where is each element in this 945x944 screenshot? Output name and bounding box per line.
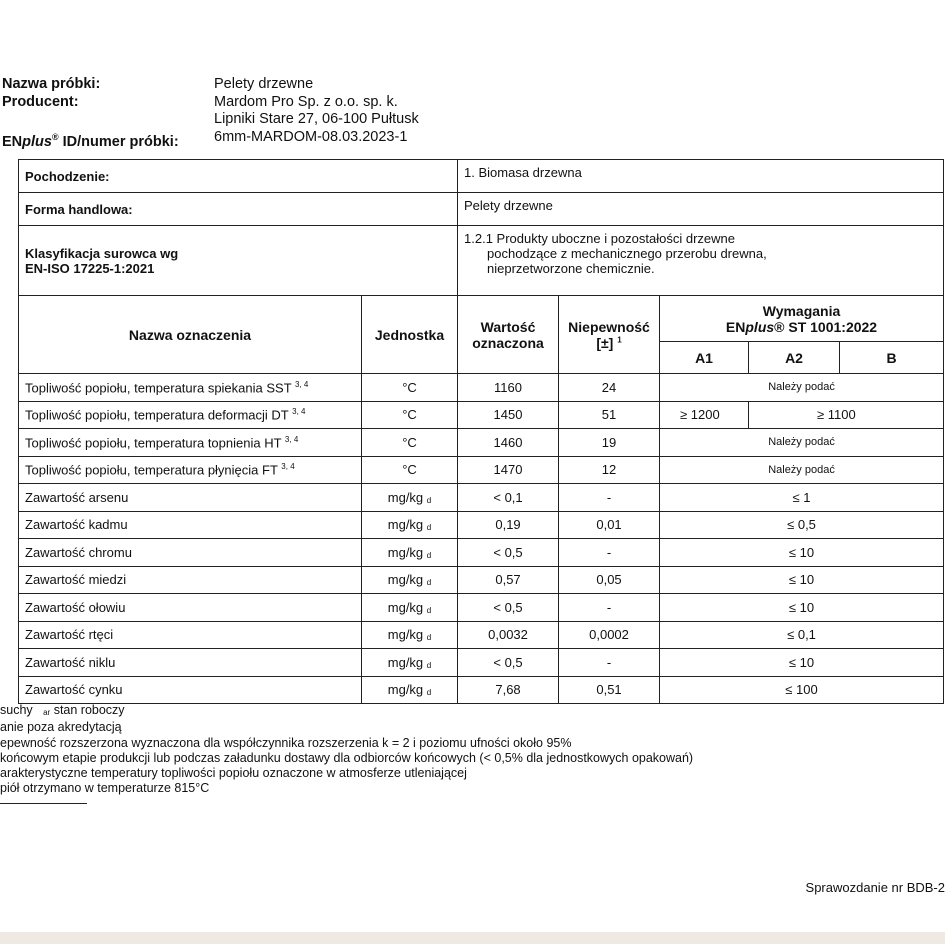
form-row — [19, 193, 944, 226]
producer-row — [2, 94, 419, 112]
footnote-6: piół otrzymano w temperaturze 815°C — [0, 781, 210, 796]
row-name: Zawartość chromu — [19, 539, 362, 567]
row-requirement-a1: ≥ 1200 — [660, 401, 749, 429]
row-value: 1160 — [458, 374, 559, 402]
sample-id-row — [2, 129, 419, 151]
row-uncertainty: 0,05 — [559, 566, 660, 594]
table-row — [19, 429, 944, 457]
row-uncertainty: - — [559, 484, 660, 512]
table-row — [19, 456, 944, 484]
header-b: B — [840, 342, 944, 374]
row-unit: mg/kg d — [362, 566, 458, 594]
header-name: Nazwa oznaczenia — [19, 296, 362, 374]
row-unit: °C — [362, 456, 458, 484]
row-name: Zawartość miedzi — [19, 566, 362, 594]
row-unit: °C — [362, 374, 458, 402]
row-name: Zawartość kadmu — [19, 511, 362, 539]
classification-value: 1.2.1 Produkty uboczne i pozostałości drzewne pochodzące z mechanicznego przerobu drewna, nieprzetworzone chemicznie. — [458, 226, 944, 296]
origin-value: 1. Biomasa drzewna — [458, 160, 944, 193]
row-value: < 0,5 — [458, 539, 559, 567]
table-row — [19, 484, 944, 512]
row-value: < 0,5 — [458, 594, 559, 622]
footnote-4: końcowym etapie produkcji lub podczas załadunku dostawy dla odbiorców końcowych (< 0,5% dla jednostkowych opakowań) — [0, 750, 694, 765]
table-row — [19, 511, 944, 539]
row-unit: mg/kg d — [362, 539, 458, 567]
row-uncertainty: 0,01 — [559, 511, 660, 539]
header-uncertainty: Niepewność [±] $^1$ — [559, 296, 660, 374]
row-uncertainty: - — [559, 649, 660, 677]
row-requirement: ≤ 0,1 — [660, 621, 944, 649]
row-uncertainty: - — [559, 539, 660, 567]
row-value: 1470 — [458, 456, 559, 484]
row-requirement: ≤ 10 — [660, 539, 944, 567]
row-value: 0,19 — [458, 511, 559, 539]
form-value: Pelety drzewne — [458, 193, 944, 226]
sample-name-row — [2, 76, 419, 94]
row-uncertainty: 0,0002 — [559, 621, 660, 649]
row-name: Zawartość ołowiu — [19, 594, 362, 622]
classification-label: Klasyfikacja surowca wg EN-ISO 17225-1:2021 — [19, 226, 458, 296]
header-requirements: Wymagania ENplus® ST 1001:2022 — [660, 296, 944, 342]
row-name: Topliwość popiołu, temperatura spiekania SST $^{3, 4}$ — [19, 374, 362, 402]
producer-value-1: Mardom Pro Sp. z o.o. sp. k. — [214, 93, 398, 110]
row-requirement: ≤ 100 — [660, 676, 944, 704]
row-requirement: ≤ 10 — [660, 566, 944, 594]
table-row — [19, 374, 944, 402]
footnote-divider — [0, 803, 87, 804]
row-requirement: ≤ 10 — [660, 594, 944, 622]
row-name: Zawartość arsenu — [19, 484, 362, 512]
row-uncertainty: 0,51 — [559, 676, 660, 704]
row-name: Topliwość popiołu, temperatura topnienia HT $^{3, 4}$ — [19, 429, 362, 457]
row-requirement: ≤ 0,5 — [660, 511, 944, 539]
row-requirement: ≤ 10 — [660, 649, 944, 677]
row-uncertainty: 19 — [559, 429, 660, 457]
row-uncertainty: 51 — [559, 401, 660, 429]
row-unit: mg/kg d — [362, 649, 458, 677]
origin-row — [19, 160, 944, 193]
row-value: 0,57 — [458, 566, 559, 594]
row-value: < 0,1 — [458, 484, 559, 512]
row-value: 7,68 — [458, 676, 559, 704]
sample-name-value: Pelety drzewne — [214, 76, 314, 92]
row-value: 0,0032 — [458, 621, 559, 649]
header-a1: A1 — [660, 342, 749, 374]
row-name: Zawartość niklu — [19, 649, 362, 677]
page-edge — [0, 932, 945, 944]
row-uncertainty: 12 — [559, 456, 660, 484]
sample-name-label: Nazwa próbki: — [2, 76, 101, 92]
row-unit: mg/kg d — [362, 511, 458, 539]
report-number: Sprawozdanie nr BDB-2 — [805, 880, 945, 895]
row-unit: mg/kg d — [362, 594, 458, 622]
footnote-3: epewność rozszerzona wyznaczona dla współczynnika rozszerzenia k = 2 i poziomu ufności około 95% — [0, 735, 572, 750]
row-unit: mg/kg d — [362, 676, 458, 704]
table-row — [19, 676, 944, 704]
table-row — [19, 594, 944, 622]
producer-value-2: Lipniki Stare 27, 06-100 Pułtusk — [214, 111, 419, 127]
table-row — [19, 649, 944, 677]
producer-address-row — [2, 111, 419, 129]
row-requirement: Należy podać — [660, 456, 944, 484]
footnote-1: suchy ar stan roboczy — [0, 703, 125, 717]
footnotes — [0, 703, 693, 797]
producer-label: Producent: — [2, 93, 79, 110]
row-name: Topliwość popiołu, temperatura płynięcia FT $^{3, 4}$ — [19, 456, 362, 484]
row-value: < 0,5 — [458, 649, 559, 677]
row-requirement-a2-b: ≥ 1100 — [749, 401, 944, 429]
row-unit: mg/kg d — [362, 484, 458, 512]
results-table — [18, 159, 944, 704]
row-name: Zawartość cynku — [19, 676, 362, 704]
row-uncertainty: 24 — [559, 374, 660, 402]
table-row — [19, 539, 944, 567]
header-unit: Jednostka — [362, 296, 458, 374]
row-value: 1460 — [458, 429, 559, 457]
footnote-2: anie poza akredytacją — [0, 720, 122, 735]
sample-header — [2, 76, 419, 151]
classification-row — [19, 226, 944, 296]
sample-id-label: ENplus® ID/numer próbki: — [2, 131, 179, 150]
row-requirement: ≤ 1 — [660, 484, 944, 512]
header-value: Wartość oznaczona — [458, 296, 559, 374]
data-rows — [19, 374, 944, 704]
table-row — [19, 566, 944, 594]
row-name: Topliwość popiołu, temperatura deformacji DT $^{3, 4}$ — [19, 401, 362, 429]
row-unit: °C — [362, 429, 458, 457]
form-label: Forma handlowa: — [19, 193, 458, 226]
row-requirement: Należy podać — [660, 374, 944, 402]
row-uncertainty: - — [559, 594, 660, 622]
row-requirement: Należy podać — [660, 429, 944, 457]
table-row — [19, 621, 944, 649]
footnote-5: arakterystyczne temperatury topliwości popiołu oznaczone w atmosferze utleniającej — [0, 766, 467, 781]
column-header-row — [19, 296, 944, 342]
origin-label: Pochodzenie: — [19, 160, 458, 193]
table-row — [19, 401, 944, 429]
row-unit: mg/kg d — [362, 621, 458, 649]
header-a2: A2 — [749, 342, 840, 374]
row-unit: °C — [362, 401, 458, 429]
row-name: Zawartość rtęci — [19, 621, 362, 649]
row-value: 1450 — [458, 401, 559, 429]
sample-id-value: 6mm-MARDOM-08.03.2023-1 — [214, 128, 408, 145]
